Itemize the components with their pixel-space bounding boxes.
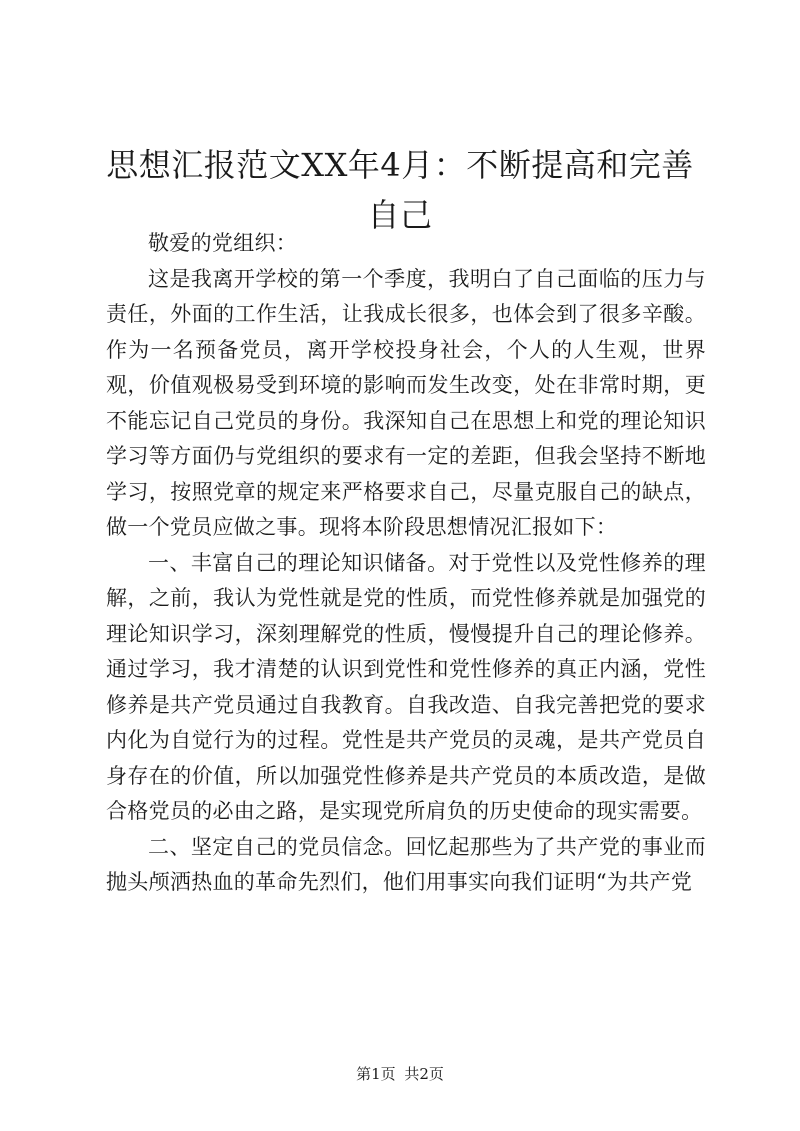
paragraph-section-2: 二、坚定自己的党员信念。回忆起那些为了共产党的事业而抛头颅洒热血的革命先烈们，他们用事实向我们证明“为共产党	[106, 834, 706, 894]
document-title: 思想汇报范文XX年4月：不断提高和完善自己	[106, 146, 694, 234]
paragraph-section-1: 一、丰富自己的理论知识储备。对于党性以及党性修养的理解，之前，我认为党性就是党的性质，而党性修养就是加强党的理论知识学习，深刻理解党的性质，慢慢提升自己的理论修养。通过学习，我才清楚的认识到党性和党性修养的真正内涵，党性修养是共产党员通过自我教育。自我改造、自我完善把党的要求内化为自觉行为的过程。党性是共产党员的灵魂，是共产党员自身存在的价值，所以加强党性修养是共产党员的本质改造，是做合格党员的必由之路，是实现党所肩负的历史使命的现实需要。	[106, 550, 706, 823]
document-body	[106, 226, 706, 901]
salutation: 敬爱的党组织：	[148, 231, 298, 255]
page-total: 共2页	[404, 1065, 444, 1083]
page-footer	[0, 1064, 800, 1084]
paragraph-intro: 这是我离开学校的第一个季度，我明白了自己面临的压力与责任，外面的工作生活，让我成长很多，也体会到了很多辛酸。作为一名预备党员，离开学校投身社会，个人的人生观，世界观，价值观极易受到环境的影响而发生改变，处在非常时期，更不能忘记自己党员的身份。我深知自己在思想上和党的理论知识学习等方面仍与党组织的要求有一定的差距，但我会坚持不断地学习，按照党章的规定来严格要求自己，尽量克服自己的缺点，做一个党员应做之事。现将本阶段思想情况汇报如下：	[106, 266, 706, 539]
page-number: 第1页	[356, 1065, 396, 1083]
